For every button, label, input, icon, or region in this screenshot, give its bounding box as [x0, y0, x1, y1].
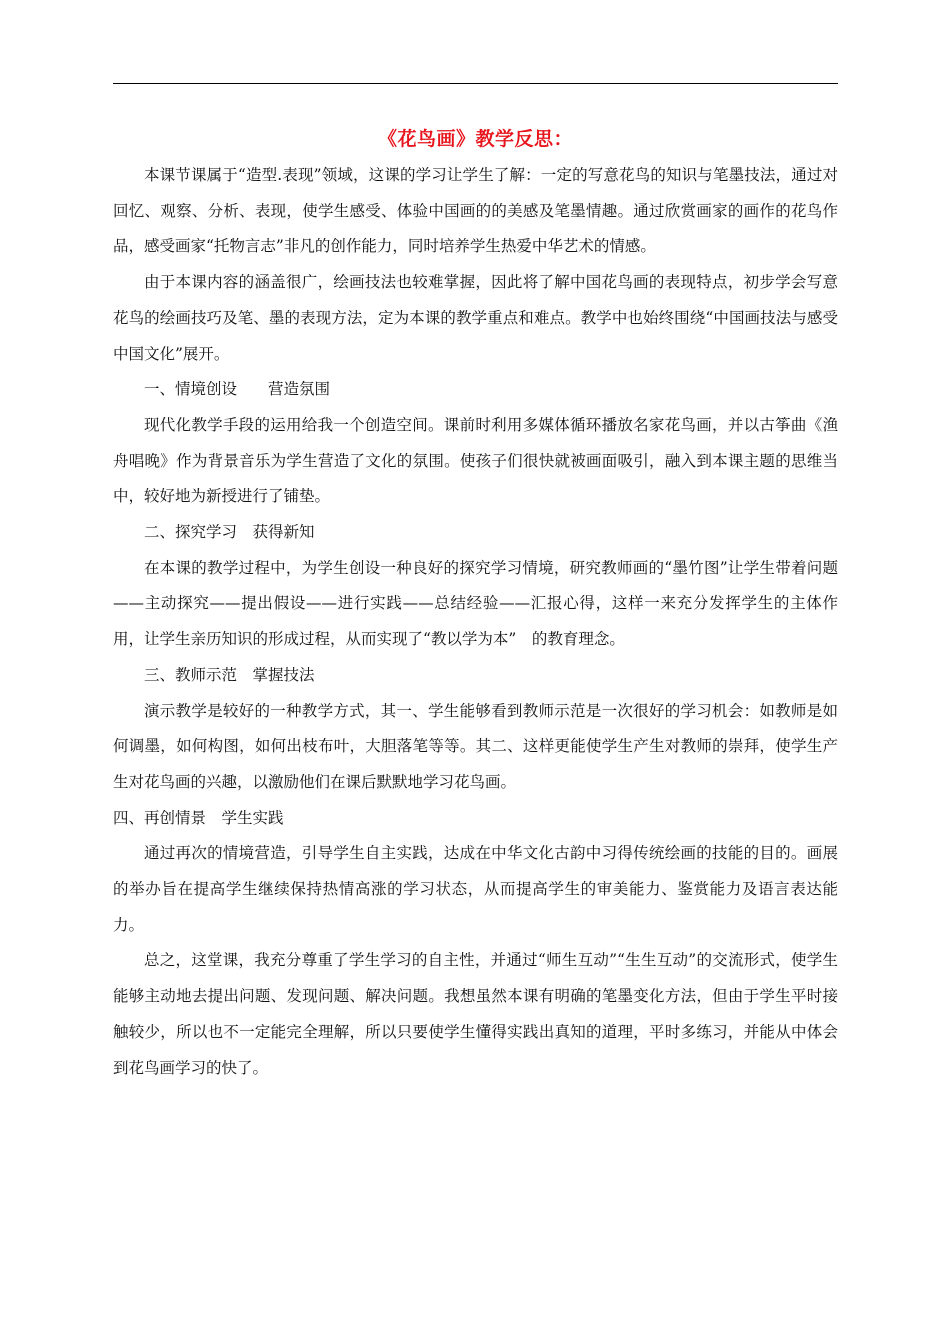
document-body	[113, 158, 838, 1086]
header-rule	[113, 83, 838, 84]
paragraph-intro: 本课节课属于“造型.表现”领域，这课的学习让学生了解：一定的写意花鸟的知识与笔墨技法，通过对回忆、观察、分析、表现，使学生感受、体验中国画的的美感及笔墨情趣。通过欣赏画家的画作的花鸟作品，感受画家“托物言志”非凡的创作能力，同时培养学生热爱中华艺术的情感。	[113, 166, 838, 256]
section-heading-4: 四、再创情景 学生实践	[113, 808, 284, 827]
section-heading-2: 二、探究学习 获得新知	[144, 523, 315, 542]
section-heading-1: 一、情境创设 营造氛围	[144, 380, 331, 399]
paragraph-section-1: 现代化教学手段的运用给我一个创造空间。课前时利用多媒体循环播放名家花鸟画，并以古筝曲《渔舟唱晚》作为背景音乐为学生营造了文化的氛围。使孩子们很快就被画面吸引，融入到本课主题的思维当中，较好地为新授进行了铺垫。	[113, 415, 838, 506]
section-heading-3: 三、教师示范 掌握技法	[144, 665, 315, 684]
document-title: 《花鸟画》教学反思：	[377, 128, 573, 150]
paragraph-section-4: 通过再次的情境营造，引导学生自主实践，达成在中华文化古韵中习得传统绘画的技能的目的。画展的举办旨在提高学生继续保持热情高涨的学习状态，从而提高学生的审美能力、鉴赏能力及语言表达能力。	[113, 844, 838, 934]
paragraph-section-3: 演示教学是较好的一种教学方式，其一、学生能够看到教师示范是一次很好的学习机会：如教师是如何调墨，如何构图，如何出枝布叶，大胆落笔等等。其二、这样更能使学生产生对教师的崇拜，使学生产生对花鸟画的兴趣，以激励他们在课后默默地学习花鸟画。	[113, 701, 838, 791]
paragraph-section-2: 在本课的教学过程中，为学生创设一种良好的探究学习情境，研究教师画的“墨竹图”让学生带着问题——主动探究——提出假设——进行实践——总结经验——汇报心得，这样一来充分发挥学生的主体作用，让学生亲历知识的形成过程，从而实现了“教以学为本” 的教育理念。	[113, 558, 838, 649]
paragraph-conclusion: 总之，这堂课，我充分尊重了学生学习的自主性，并通过“师生互动”“生生互动”的交流形式，使学生能够主动地去提出问题、发现问题、解决问题。我想虽然本课有明确的笔墨变化方法，但由于学生平时接触较少，所以也不一定能完全理解，所以只要使学生懂得实践出真知的道理，平时多练习，并能从中体会到花鸟画学习的快了。	[113, 951, 838, 1077]
paragraph-focus: 由于本课内容的涵盖很广，绘画技法也较难掌握，因此将了解中国花鸟画的表现特点，初步学会写意花鸟的绘画技巧及笔、墨的表现方法，定为本课的教学重点和难点。教学中也始终围绕“中国画技法与感受中国文化”展开。	[113, 273, 838, 363]
